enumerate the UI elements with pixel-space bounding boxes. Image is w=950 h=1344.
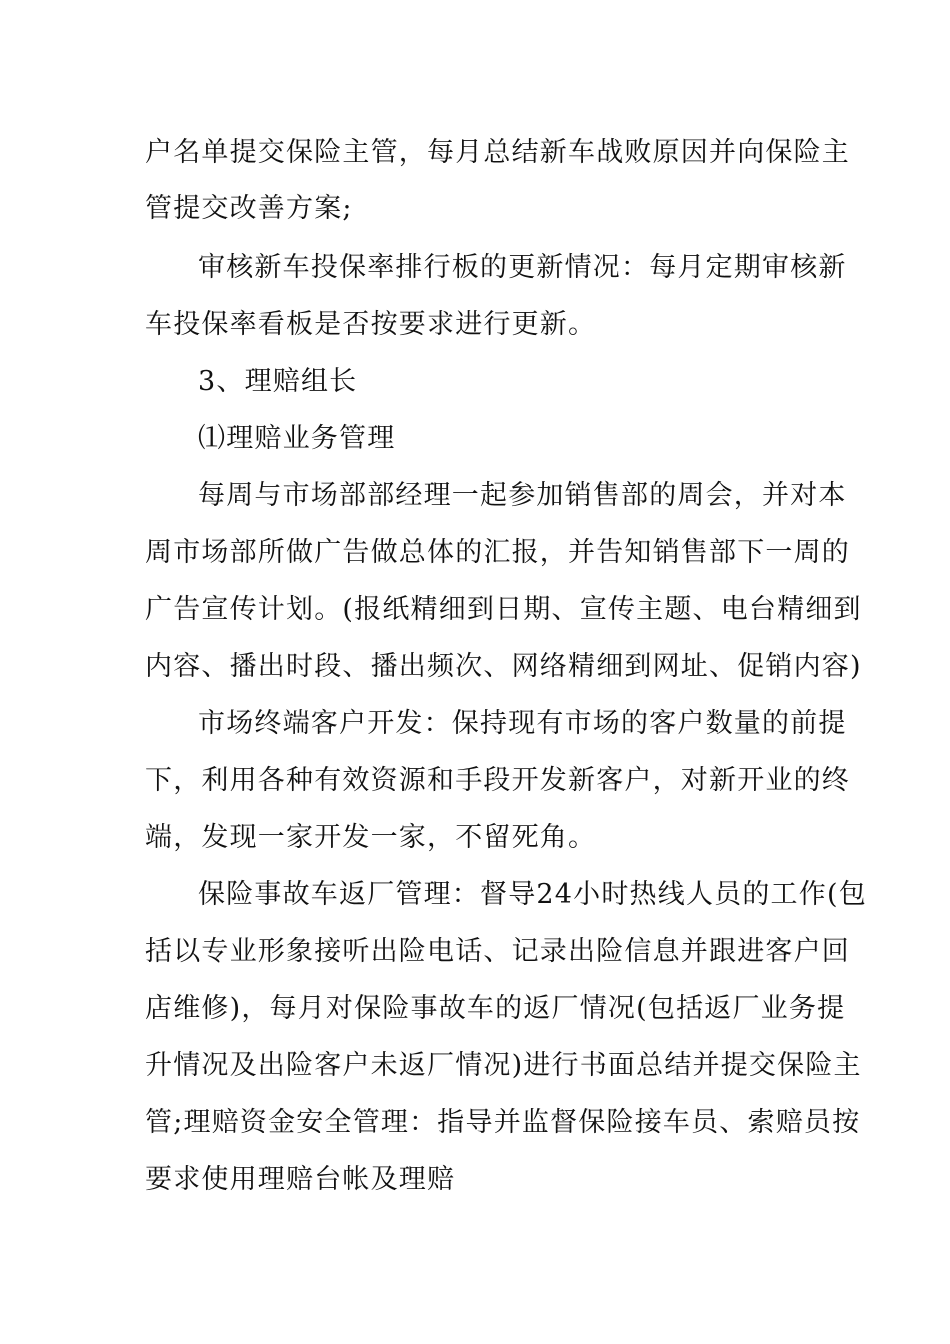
paragraph-start-line: 每周与市场部部经理一起参加销售部的周会，并对本: [198, 480, 847, 511]
text-line: 管提交改善方案;: [145, 193, 353, 224]
text-line: 广告宣传计划。(报纸精细到日期、宣传主题、电台精细到: [145, 594, 862, 625]
paragraph-start-line: 保险事故车返厂管理：督导24小时热线人员的工作(包: [198, 879, 867, 910]
paragraph-start-line: 审核新车投保率排行板的更新情况：每月定期审核新: [198, 252, 847, 283]
text-line: 括以专业形象接听出险电话、记录出险信息并跟进客户回: [145, 936, 850, 967]
text-line: 店维修)，每月对保险事故车的返厂情况(包括返厂业务提: [145, 993, 846, 1024]
text-line: 车投保率看板是否按要求进行更新。: [145, 309, 597, 340]
text-line: 管;理赔资金安全管理：指导并监督保险接车员、索赔员按: [145, 1107, 861, 1138]
text-line: 要求使用理赔台帐及理赔: [145, 1164, 456, 1195]
text-line: 升情况及出险客户未返厂情况)进行书面总结并提交保险主: [145, 1050, 862, 1081]
text-line: 下，利用各种有效资源和手段开发新客户，对新开业的终: [145, 765, 850, 796]
paragraph-start-line: 市场终端客户开发：保持现有市场的客户数量的前提: [198, 708, 847, 739]
subsection-heading: ⑴理赔业务管理: [198, 423, 396, 454]
section-heading: 3、理赔组长: [198, 366, 358, 397]
text-line: 周市场部所做广告做总体的汇报，并告知销售部下一周的: [145, 537, 850, 568]
text-line: 内容、播出时段、播出频次、网络精细到网址、促销内容): [145, 651, 862, 682]
text-line: 端，发现一家开发一家，不留死角。: [145, 822, 597, 853]
text-line: 户名单提交保险主管，每月总结新车战败原因并向保险主: [145, 137, 850, 168]
